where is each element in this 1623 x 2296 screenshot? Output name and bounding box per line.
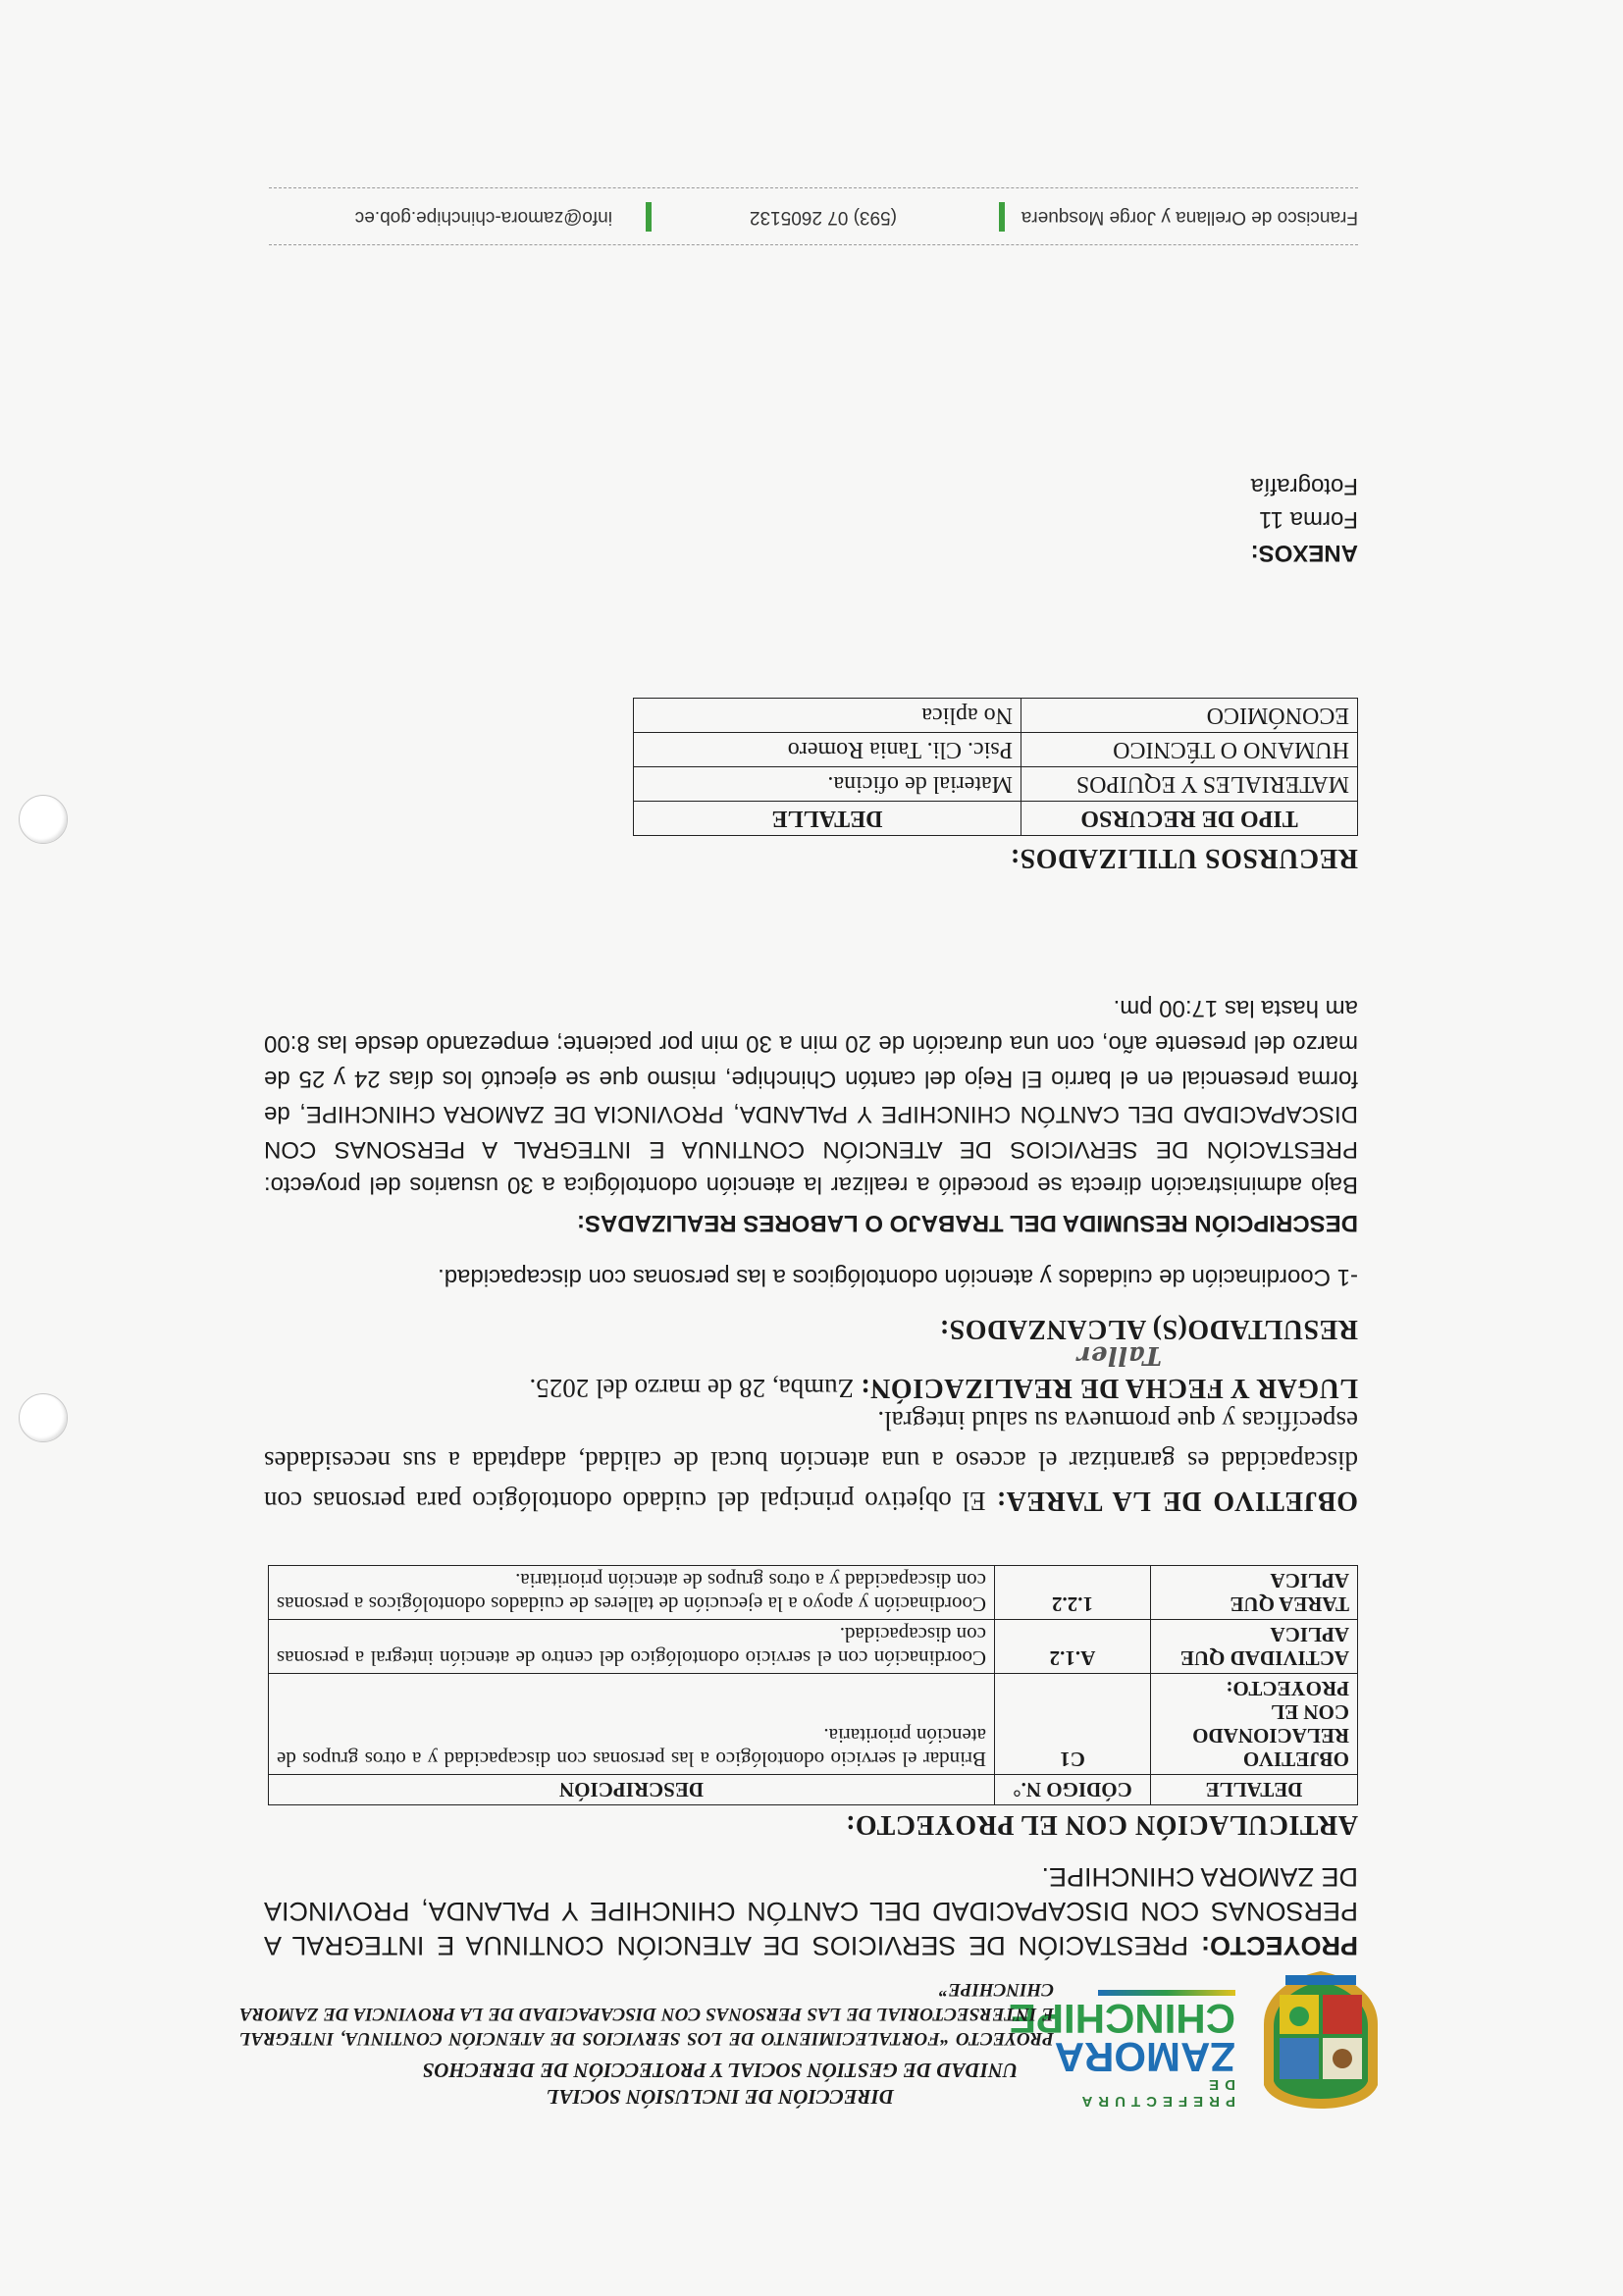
descripcion-text: Bajo administración directa se procedió a realizar la atención odontológica a 30 usuarios del proyecto: PRESTACIÓN DE SERVICIOS DE ATENCIÓN CONTINUA E INTEGRAL A PERSONAS CON DISCAPACIDAD DEL CANTÓN CHINCHIPE Y PALANDA, PROVINCIA DE ZAMORA CHINCHIPE, de forma presencial en el barrio El Rejo del cantón Chinchipe, mismo que se ejecutó los días 24 y 25 de marzo del presente año, con una duración de 20 min a 30 min por paciente; empezando desde las 8:00 am hasta las 17:00 pm.: [264, 995, 1358, 1198]
footer-separator: [646, 202, 652, 232]
header-tipo: TIPO DE RECURSO: [1021, 802, 1358, 836]
table-row: [634, 767, 1358, 802]
anexos-block: [1251, 469, 1358, 569]
department-heading: [239, 2057, 1201, 2110]
table-row: [634, 699, 1358, 733]
row-tipo: HUMANO O TÉCNICO: [1021, 733, 1358, 767]
row-descripcion: Coordinación con el servicio odontológico del centro de atención integral a personas con discapacidad.: [269, 1620, 995, 1674]
row-detalle: Material de oficina.: [634, 767, 1021, 802]
header-detalle: DETALLE: [1151, 1775, 1358, 1805]
list-item: Forma 11: [1259, 506, 1358, 533]
table-row: [634, 733, 1358, 767]
recursos-table: [633, 698, 1358, 836]
proyecto-paragraph: [264, 1859, 1358, 1962]
row-detalle: OBJETIVO RELACIONADO CON EL PROYECTO:: [1151, 1674, 1358, 1775]
articulacion-table: [268, 1565, 1358, 1805]
recursos-title: RECURSOS UTILIZADOS:: [1010, 843, 1358, 873]
row-detalle: No aplica: [634, 699, 1021, 733]
row-detalle: Psic. Cli. Tania Romero: [634, 733, 1021, 767]
table-header-row: [634, 802, 1358, 836]
resultados-title: [939, 1313, 1358, 1370]
articulacion-title: ARTICULACIÓN CON EL PROYECTO:: [845, 1809, 1358, 1840]
list-item: Fotografía: [1250, 473, 1358, 499]
header-detalle: DETALLE: [634, 802, 1021, 836]
proyecto-label: PROYECTO:: [1200, 1931, 1358, 1960]
footer-separator: [999, 202, 1005, 232]
footer-rule-bottom: [269, 187, 1358, 188]
resultados-text: -1 Coordinación de cuidados y atención odontológicos a las personas con discapacidad.: [438, 1264, 1358, 1290]
prefectura-shield-logo-icon: [1252, 1967, 1389, 2114]
row-descripcion: Coordinación y apoyo a la ejecución de talleres de cuidados odontológicos a personas con discapacidad y a otros grupos de atención prioritaria.: [269, 1566, 995, 1620]
header-descripcion: DESCRIPCIÓN: [269, 1775, 995, 1805]
row-detalle: ACTIVIDAD QUE APLICA: [1151, 1620, 1358, 1674]
row-codigo: C1: [995, 1674, 1151, 1775]
table-row: [269, 1620, 1358, 1674]
table-row: [269, 1674, 1358, 1775]
descripcion-title: DESCRIPCIÓN RESUMIDA DEL TRABAJO O LABORES REALIZADAS:: [576, 1210, 1358, 1236]
lugar-label: LUGAR Y FECHA DE REALIZACIÓN:: [860, 1373, 1358, 1403]
footer-email-link[interactable]: info@zamora-chinchipe.gob.ec: [354, 207, 612, 228]
proyecto-text: PRESTACIÓN DE SERVICIOS DE ATENCIÓN CONTINUA E INTEGRAL A PERSONAS CON DISCAPACIDAD DEL CANTÓN CHINCHIPE Y PALANDA, PROVINCIA DE ZAMORA CHINCHIPE.: [264, 1862, 1358, 1960]
lugar-paragraph: [264, 1372, 1358, 1403]
project-heading: PROYECTO “FORTALECIMIENTO DE LOS SERVICIOS DE ATENCIÓN CONTINUA, INTEGRAL E INTERSECTORIAL DE LAS PERSONAS CON DISCAPACIDAD DE LA PROVINCIA DE ZAMORA CHINCHIPE”: [239, 1979, 1054, 2049]
brand-line1: PREFECTURA DE: [1076, 2076, 1235, 2110]
row-tipo: MATERIALES Y EQUIPOS: [1021, 767, 1358, 802]
table-row: [269, 1566, 1358, 1620]
row-codigo: 1.2.2: [995, 1566, 1151, 1620]
row-codigo: A.1.2: [995, 1620, 1151, 1674]
handwritten-note: Taller: [1076, 1340, 1162, 1370]
objetivo-paragraph: [264, 1400, 1358, 1521]
header-codigo: CÓDIGO N.°: [995, 1775, 1151, 1805]
footer-address: Francisco de Orellana y Jorge Mosquera: [1021, 207, 1358, 228]
lugar-text: Zumba, 28 de marzo del 2025.: [529, 1374, 855, 1403]
punch-hole-top: [19, 1393, 68, 1442]
row-descripcion: Brindar el servicio odontológico a las personas con discapacidad y a otros grupos de atención prioritaria.: [269, 1674, 995, 1775]
anexos-label: ANEXOS:: [1250, 540, 1358, 566]
dept-line1: DIRECCIÓN DE INCLUSIÓN SOCIAL: [546, 2085, 895, 2109]
brand-line2: ZAMORA: [1054, 2034, 1235, 2080]
dept-line2: UNIDAD DE GESTIÓN SOCIAL Y PROTECCIÓN DE DERECHOS: [422, 2059, 1019, 2082]
table-header-row: [269, 1775, 1358, 1805]
footer-phone: (593) 07 2605132: [749, 207, 897, 228]
objetivo-label: OBJETIVO DE LA TAREA:: [996, 1486, 1358, 1516]
row-detalle: TAREA QUE APLICA: [1151, 1566, 1358, 1620]
resultados-label: RESULTADO(S) ALCANZADOS:: [939, 1314, 1358, 1344]
objetivo-text: El objetivo principal del cuidado odontológico para personas con discapacidad es garantizar el acceso a una atención bucal de calidad, adaptada a sus necesidades específicas y que promueva su salud integral.: [264, 1406, 1358, 1516]
footer-rule-top: [269, 244, 1358, 245]
punch-hole-bottom: [19, 795, 68, 844]
brand-line3: CHINCHIPE: [1008, 1996, 1235, 2042]
row-tipo: ECONÓMICO: [1021, 699, 1358, 733]
